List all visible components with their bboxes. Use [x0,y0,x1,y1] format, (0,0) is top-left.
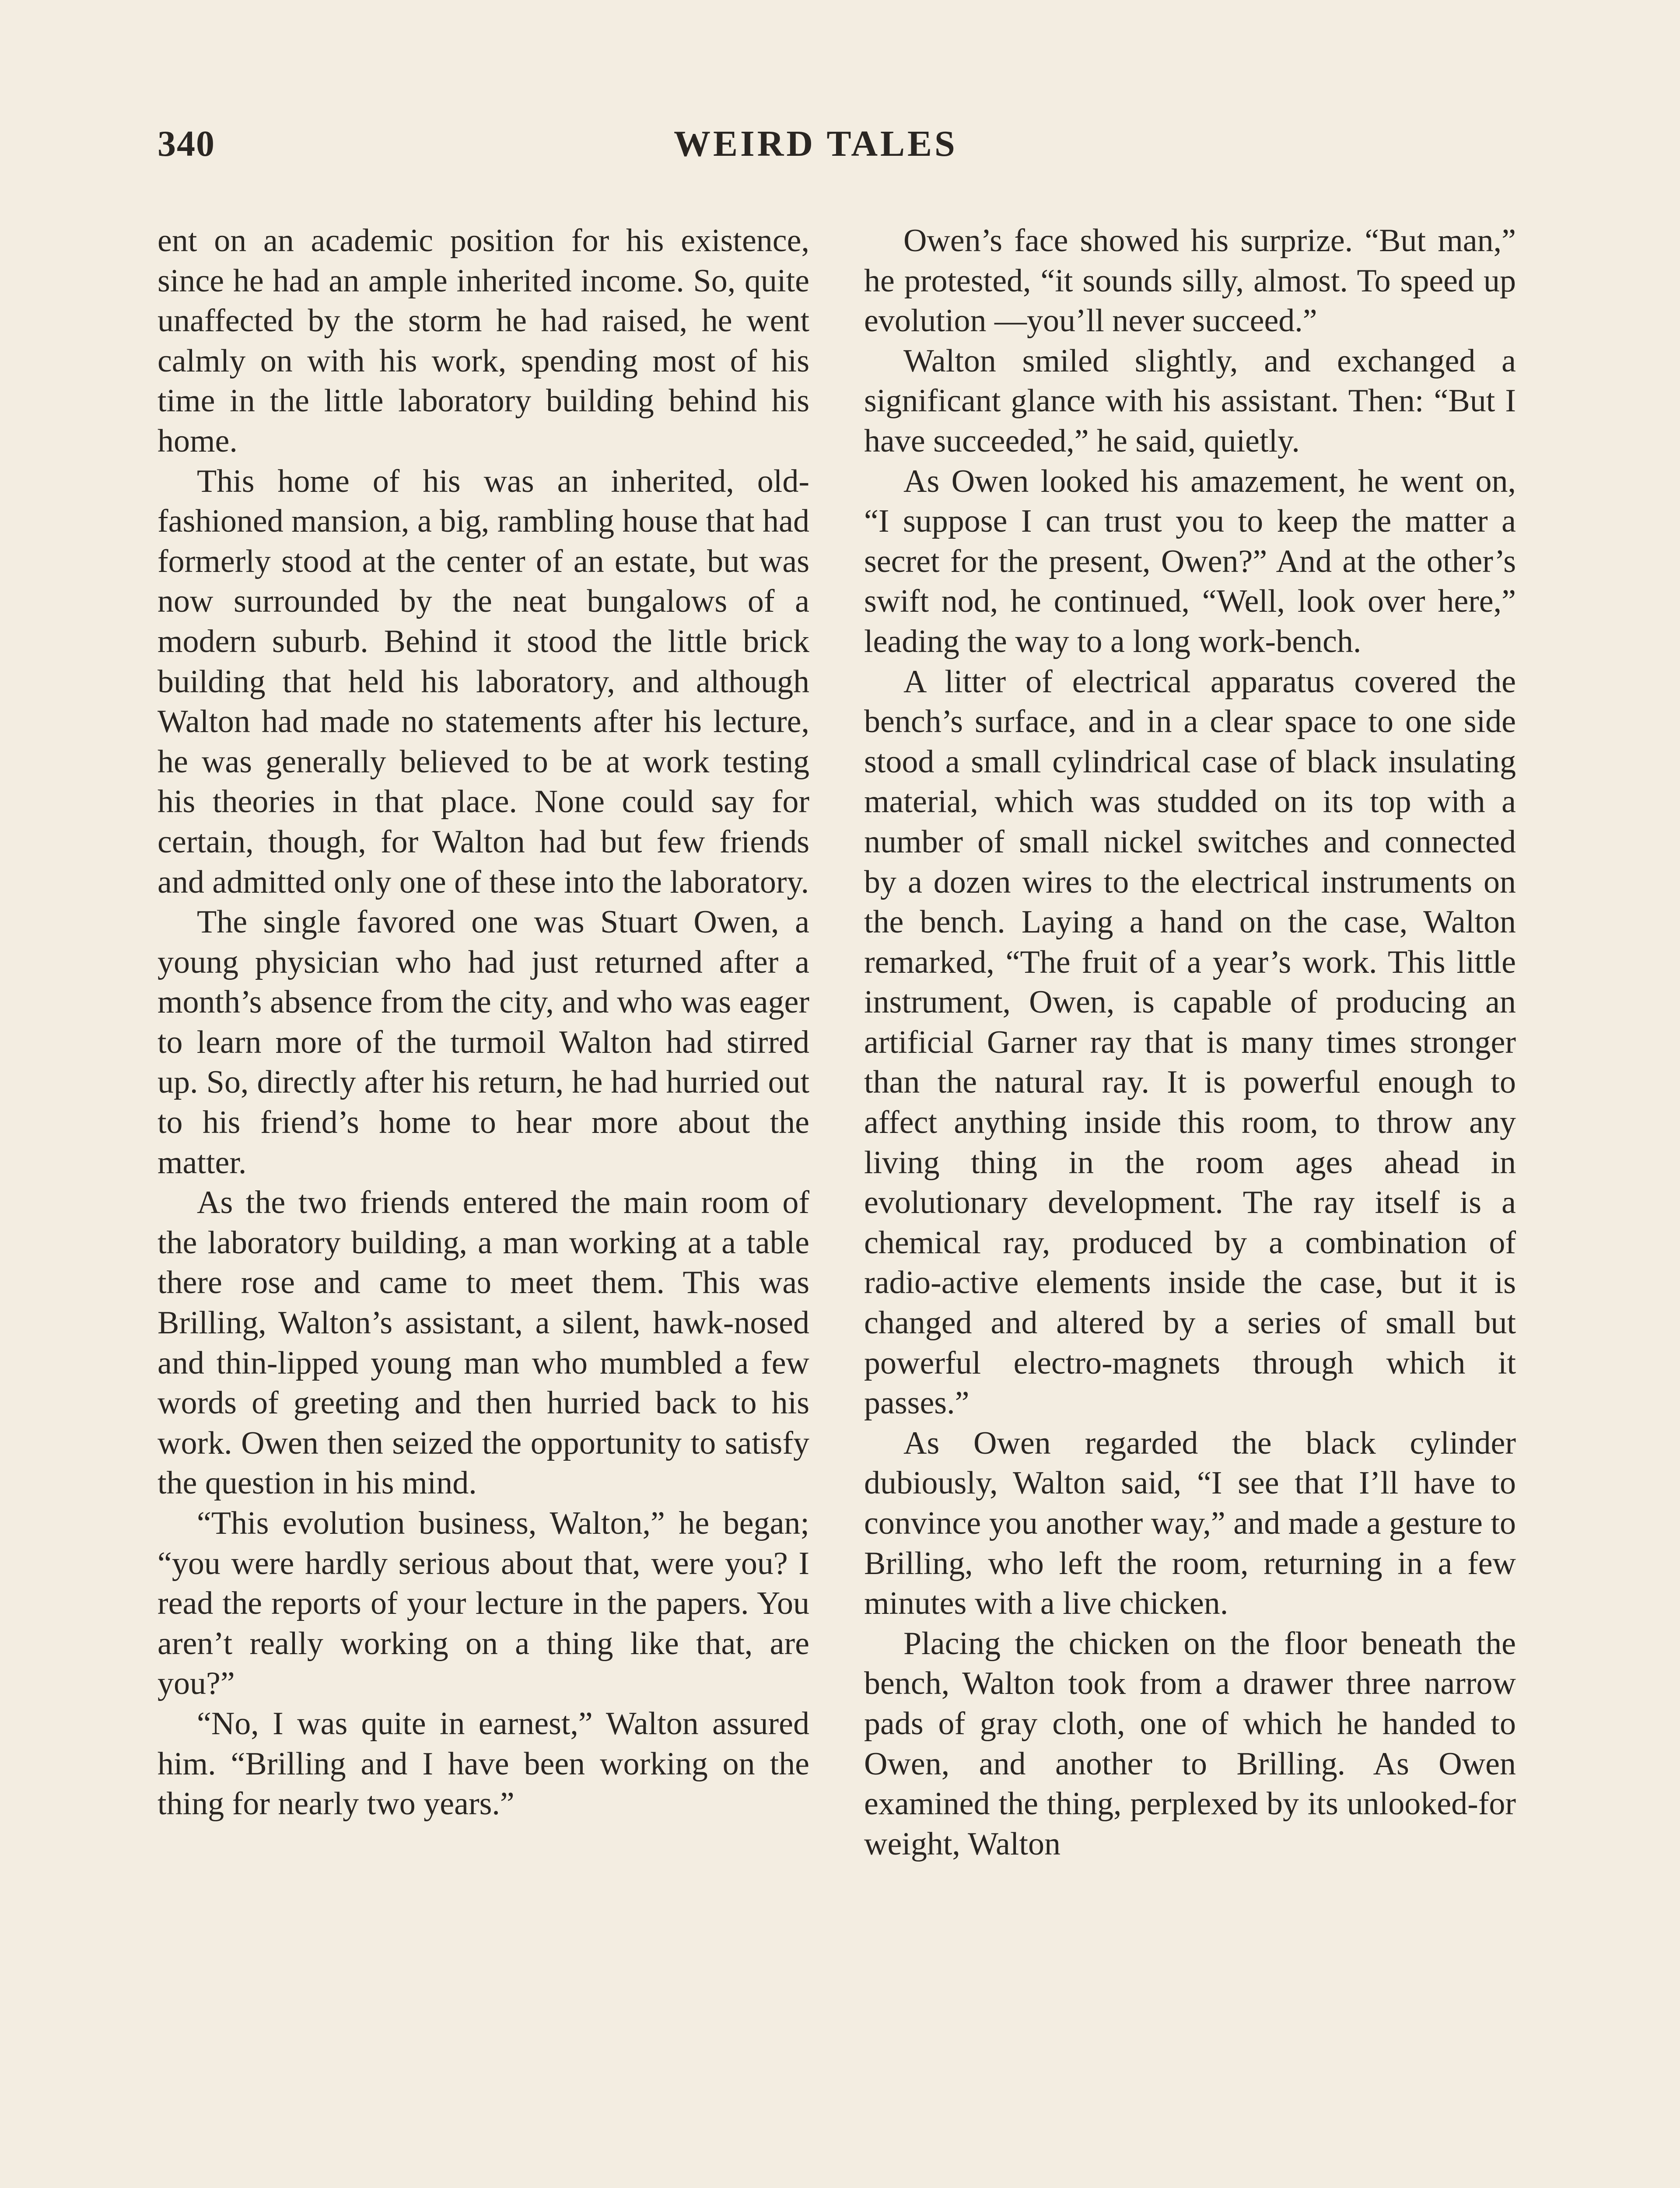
left-column [158,221,809,1824]
paragraph: Owen’s face showed his surprize. “But man,” he protested, “it sounds silly, almost. To speed up evolution —you’ll never succeed.” [864,223,1516,339]
paragraph: “No, I was quite in earnest,” Walton assured him. “Brilling and I have been working on the thing for nearly two years.” [158,1705,809,1822]
paragraph: Walton smiled slightly, and exchanged a significant glance with his assistant. Then: “But I have succeeded,” he said, quietly. [864,343,1516,459]
running-title: WEIRD TALES [674,123,958,164]
paragraph: Placing the chicken on the floor beneath the bench, Walton took from a drawer three narrow pads of gray cloth, one of which he handed to Owen, and another to Brilling. As Owen examined the thing, perplexed by its unlooked-for weight, Walton [864,1625,1516,1862]
paragraph: The single favored one was Stuart Owen, a young physician who had just returned after a month’s absence from the city, and who was eager to learn more of the turmoil Walton had stirred up. So, directly after his return, he had hurried out to his friend’s home to hear more about the matter. [158,904,809,1181]
paragraph: As the two friends entered the main room of the laboratory building, a man working at a table there rose and came to meet them. This was Brilling, Walton’s assistant, a silent, hawk-nosed and thin-lipped young man who mumbled a few words of greeting and then hurried back to his work. Owen then seized the opportunity to satisfy the question in his mind. [158,1185,809,1501]
paragraph: This home of his was an inherited, old-fashioned mansion, a big, rambling house that had formerly stood at the center of an estate, but was now surrounded by the neat bungalows of a modern suburb. Behind it stood the little brick building that held his laboratory, and although Walton had made no statements after his lecture, he was generally believed to be at work testing his theories in that place. None could say for certain, though, for Walton had but few friends and admitted only one of these into the laboratory. [158,463,809,900]
right-column [864,221,1516,1864]
paragraph: ent on an academic position for his existence, since he had an ample inherited income. So, quite unaffected by the storm he had raised, he went calmly on with his work, spending most of his time in the little laboratory building behind his home. [158,223,809,459]
paragraph: A litter of electrical apparatus covered the bench’s surface, and in a clear space to one side stood a small cylindrical case of black insulating material, which was studded on its top with a number of small nickel switches and connected by a dozen wires to the electrical instruments on the bench. Laying a hand on the case, Walton remarked, “The fruit of a year’s work. This little instrument, Owen, is capable of producing an artificial Garner ray that is many times stronger than the natural ray. It is powerful enough to affect anything inside this room, to throw any living thing in the room ages ahead in evolutionary development. The ray itself is a chemical ray, produced by a combination of radio-active elements inside the case, but it is changed and altered by a series of small but powerful electro-magnets through which it passes.” [864,663,1516,1421]
paragraph: As Owen looked his amazement, he went on, “I suppose I can trust you to keep the matter a secret for the present, Owen?” And at the other’s swift nod, he continued, “Well, look over here,” leading the way to a long work-bench. [864,463,1516,659]
page-number: 340 [158,123,215,164]
paragraph: “This evolution business, Walton,” he began; “you were hardly serious about that, were you? I read the reports of your lecture in the papers. You aren’t really working on a thing like that, are you?” [158,1505,809,1702]
paragraph: As Owen regarded the black cylinder dubiously, Walton said, “I see that I’ll have to convince you another way,” and made a gesture to Brilling, who left the room, returning in a few minutes with a live chicken. [864,1425,1516,1622]
running-header [158,123,1522,175]
